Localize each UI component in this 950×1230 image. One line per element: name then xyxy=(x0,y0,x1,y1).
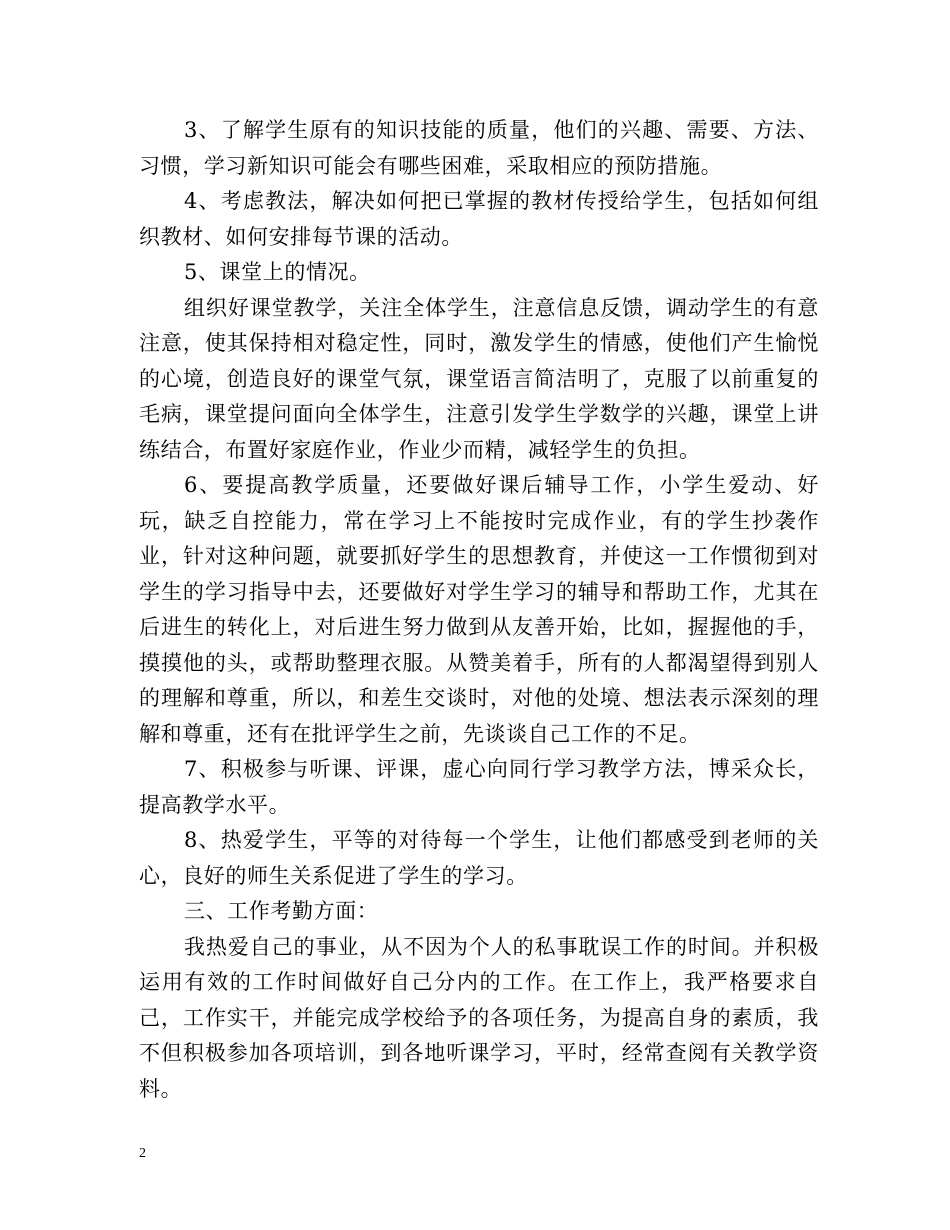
page-body xyxy=(139,113,819,1107)
paragraph-item-6: 6、要提高教学质量，还要做好课后辅导工作，小学生爱动、好玩，缺乏自控能力，常在学习上不能按时完成作业，有的学生抄袭作业，针对这种问题，就要抓好学生的思想教育，并使这一工作惯彻到对学生的学习指导中去，还要做好对学生学习的辅导和帮助工作，尤其在后进生的转化上，对后进生努力做到从友善开始，比如，握握他的手，摸摸他的头，或帮助整理衣服。从赞美着手，所有的人都渴望得到别人的理解和尊重，所以，和差生交谈时，对他的处境、想法表示深刻的理解和尊重，还有在批评学生之前，先谈谈自己工作的不足。 xyxy=(139,473,819,746)
paragraph-item-8: 8、热爱学生，平等的对待每一个学生，让他们都感受到老师的关心，良好的师生关系促进了学生的学习。 xyxy=(139,828,819,888)
paragraph-item-3: 3、了解学生原有的知识技能的质量，他们的兴趣、需要、方法、习惯，学习新知识可能会有哪些困难，采取相应的预防措施。 xyxy=(139,118,819,178)
paragraph-item-4: 4、考虑教法，解决如何把已掌握的教材传授给学生，包括如何组织教材、如何安排每节课的活动。 xyxy=(139,189,819,249)
section-heading-attendance: 三、工作考勤方面： xyxy=(184,899,379,923)
paragraph-item-7: 7、积极参与听课、评课，虚心向同行学习教学方法，博采众长，提高教学水平。 xyxy=(139,757,819,817)
paragraph-item-5: 5、课堂上的情况。 xyxy=(184,260,371,284)
paragraph-attendance: 我热爱自己的事业，从不因为个人的私事耽误工作的时间。并积极运用有效的工作时间做好自己分内的工作。在工作上，我严格要求自己，工作实干，并能完成学校给予的各项任务，为提高自身的素质，我不但积极参加各项培训，到各地听课学习，平时，经常查阅有关教学资料。 xyxy=(139,934,819,1101)
page-number: 2 xyxy=(139,1146,146,1161)
paragraph-classroom-organization: 组织好课堂教学，关注全体学生，注意信息反馈，调动学生的有意注意，使其保持相对稳定性，同时，激发学生的情感，使他们产生愉悦的心境，创造良好的课堂气氛，课堂语言简洁明了，克服了以前重复的毛病，课堂提问面向全体学生，注意引发学生学数学的兴趣，课堂上讲练结合，布置好家庭作业，作业少而精，减轻学生的负担。 xyxy=(139,295,819,462)
